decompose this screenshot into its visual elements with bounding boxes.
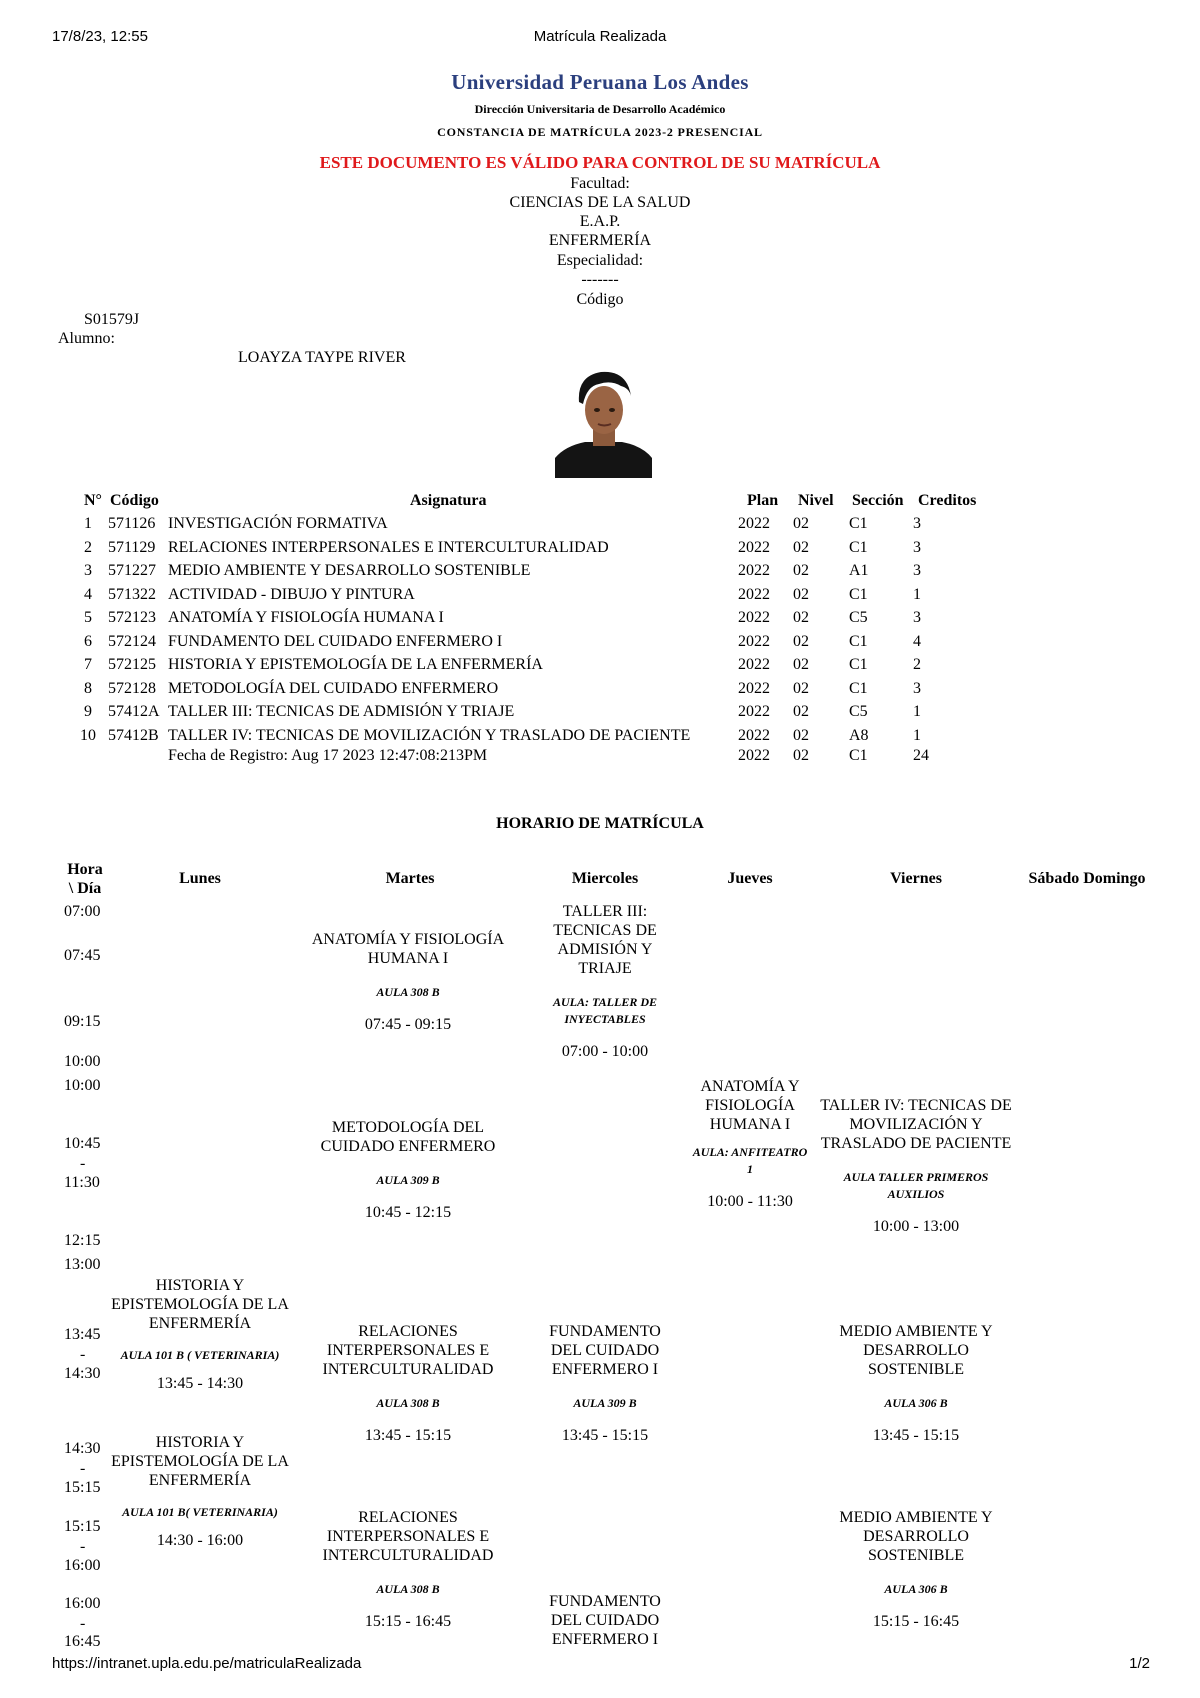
print-title: Matrícula Realizada bbox=[533, 28, 667, 45]
class-room: AULA 101 B ( VETERINARIA) bbox=[120, 1348, 280, 1362]
time-label: 11:30 bbox=[64, 1174, 100, 1191]
university-name: Universidad Peruana Los Andes bbox=[451, 70, 749, 94]
time-separator: - bbox=[80, 1538, 86, 1555]
class-time: 13:45 - 14:30 bbox=[156, 1375, 244, 1392]
class-time: 13:45 - 15:15 bbox=[872, 1427, 960, 1444]
class-name: ANATOMÍA Y FISIOLOGÍA HUMANA I bbox=[700, 1078, 800, 1133]
print-date: 17/8/23, 12:55 bbox=[52, 28, 148, 45]
day-friday: Viernes bbox=[890, 870, 942, 887]
class-name: TALLER III: TECNICAS DE ADMISIÓN Y TRIAJE bbox=[553, 903, 657, 977]
specialty-label: Especialidad: bbox=[556, 252, 644, 269]
schedule-title: HORARIO DE MATRÍCULA bbox=[496, 815, 704, 832]
hour-header-2: \ Día bbox=[68, 880, 102, 897]
course-n: 8 bbox=[84, 679, 92, 697]
class-block bbox=[535, 1592, 675, 1650]
class-name: TALLER IV: TECNICAS DE MOVILIZACIÓN Y TRASLADO DE PACIENTE bbox=[820, 1097, 1012, 1152]
course-section: C1 bbox=[849, 632, 868, 650]
time-label: 15:15 bbox=[64, 1479, 101, 1496]
course-subject: MEDIO AMBIENTE Y DESARROLLO SOSTENIBLE bbox=[168, 562, 531, 579]
course-plan: 2022 bbox=[738, 726, 770, 744]
course-code: 571322 bbox=[108, 585, 156, 603]
course-subject: TALLER III: TECNICAS DE ADMISIÓN Y TRIAJE bbox=[168, 703, 515, 720]
course-subject: RELACIONES INTERPERSONALES E INTERCULTURALIDAD bbox=[168, 538, 609, 556]
course-subject: HISTORIA Y EPISTEMOLOGÍA DE LA ENFERMERÍA bbox=[168, 656, 543, 673]
course-credits: 3 bbox=[913, 562, 921, 579]
course-n: 5 bbox=[84, 609, 92, 626]
course-section: C1 bbox=[849, 538, 868, 556]
class-block bbox=[298, 930, 518, 1034]
course-section: C1 bbox=[849, 515, 868, 532]
time-label: 12:15 bbox=[64, 1232, 101, 1249]
col-section: Sección bbox=[852, 492, 904, 509]
time-label: 14:30 bbox=[64, 1440, 101, 1457]
student-photo-image bbox=[555, 366, 652, 478]
student-name: LOAYZA TAYPE RIVER bbox=[238, 349, 406, 366]
class-room: AULA 309 B bbox=[376, 1173, 440, 1187]
course-subject: ANATOMÍA Y FISIOLOGÍA HUMANA I bbox=[168, 609, 444, 626]
course-level: 02 bbox=[793, 585, 809, 603]
class-block bbox=[540, 902, 670, 1061]
faculty-value: CIENCIAS DE LA SALUD bbox=[509, 194, 691, 211]
col-subject: Asignatura bbox=[410, 492, 487, 509]
class-room: AULA 308 B bbox=[376, 1396, 440, 1410]
print-header bbox=[0, 28, 1200, 48]
class-block bbox=[110, 1433, 290, 1550]
time-separator: - bbox=[80, 1615, 86, 1632]
col-code: Código bbox=[110, 492, 159, 509]
eap-value: ENFERMERÍA bbox=[548, 232, 652, 249]
class-time: 10:00 - 11:30 bbox=[707, 1193, 793, 1210]
student-label: Alumno: bbox=[58, 330, 115, 347]
class-time: 14:30 - 16:00 bbox=[156, 1532, 244, 1549]
class-block bbox=[298, 1508, 518, 1631]
time-label: 13:45 bbox=[64, 1326, 101, 1343]
schedule-hour-header bbox=[60, 860, 110, 898]
time-label: 10:45 bbox=[64, 1135, 101, 1152]
class-name: FUNDAMENTO DEL CUIDADO ENFERMERO I bbox=[549, 1593, 661, 1648]
course-plan: 2022 bbox=[738, 515, 770, 532]
time-label: 16:45 bbox=[64, 1633, 101, 1650]
course-credits: 1 bbox=[913, 726, 921, 744]
class-time: 10:45 - 12:15 bbox=[364, 1204, 452, 1221]
time-label: 15:15 bbox=[64, 1518, 101, 1535]
course-section: C1 bbox=[849, 679, 868, 697]
class-name: METODOLOGÍA DEL CUIDADO ENFERMERO bbox=[320, 1119, 496, 1155]
student-photo bbox=[555, 366, 652, 478]
class-name: RELACIONES INTERPERSONALES E INTERCULTURALIDAD bbox=[322, 1323, 494, 1378]
class-time: 10:00 - 13:00 bbox=[872, 1218, 960, 1235]
course-section: C5 bbox=[849, 703, 868, 720]
eap-label: E.A.P. bbox=[579, 213, 621, 230]
course-plan: 2022 bbox=[738, 703, 770, 720]
course-credits: 3 bbox=[913, 609, 921, 626]
course-level: 02 bbox=[793, 515, 809, 532]
course-code: 57412A bbox=[108, 703, 160, 720]
class-room: AULA 306 B bbox=[884, 1582, 948, 1596]
course-credits: 1 bbox=[913, 585, 921, 603]
col-level: Nivel bbox=[798, 492, 834, 509]
course-section: C1 bbox=[849, 656, 868, 673]
time-separator: - bbox=[80, 1460, 86, 1477]
course-n: 9 bbox=[84, 703, 92, 720]
class-time: 15:15 - 16:45 bbox=[872, 1613, 960, 1630]
page-url[interactable]: https://intranet.upla.edu.pe/matriculaRealizada bbox=[52, 1655, 362, 1672]
class-name: HISTORIA Y EPISTEMOLOGÍA DE LA ENFERMERÍA bbox=[111, 1277, 289, 1332]
course-section: C5 bbox=[849, 609, 868, 626]
class-room: AULA 306 B bbox=[884, 1396, 948, 1410]
course-credits: 3 bbox=[913, 679, 921, 697]
course-n: 3 bbox=[84, 562, 92, 579]
class-name: HISTORIA Y EPISTEMOLOGÍA DE LA ENFERMERÍA bbox=[111, 1434, 289, 1489]
hour-header-1: Hora bbox=[67, 861, 103, 878]
summary-level: 02 bbox=[793, 747, 809, 764]
course-code: 57412B bbox=[108, 726, 159, 744]
class-block bbox=[110, 1276, 290, 1393]
summary-section: C1 bbox=[849, 747, 868, 764]
time-label: 16:00 bbox=[64, 1557, 101, 1574]
course-code: 572123 bbox=[108, 609, 156, 626]
course-credits: 3 bbox=[913, 538, 921, 556]
course-level: 02 bbox=[793, 726, 809, 744]
class-block bbox=[816, 1508, 1016, 1631]
valid-notice: ESTE DOCUMENTO ES VÁLIDO PARA CONTROL DE SU MATRÍCULA bbox=[319, 153, 881, 172]
faculty-label: Facultad: bbox=[570, 175, 630, 192]
class-time: 07:45 - 09:15 bbox=[364, 1016, 452, 1033]
course-code: 571126 bbox=[108, 515, 156, 532]
course-code: 572124 bbox=[108, 632, 156, 650]
specialty-value: ------- bbox=[581, 271, 619, 288]
time-label: 14:30 bbox=[64, 1365, 101, 1382]
course-subject: FUNDAMENTO DEL CUIDADO ENFERMERO I bbox=[168, 632, 503, 650]
class-name: RELACIONES INTERPERSONALES E INTERCULTURALIDAD bbox=[322, 1509, 494, 1564]
class-block bbox=[816, 1322, 1016, 1445]
registration-date: Fecha de Registro: Aug 17 2023 12:47:08:213PM bbox=[168, 747, 488, 764]
course-credits: 4 bbox=[913, 632, 921, 650]
course-section: C1 bbox=[849, 585, 868, 603]
class-time: 07:00 - 10:00 bbox=[561, 1043, 649, 1060]
day-tuesday: Martes bbox=[385, 870, 435, 887]
class-name: FUNDAMENTO DEL CUIDADO ENFERMERO I bbox=[549, 1323, 661, 1378]
class-block bbox=[298, 1322, 518, 1445]
course-section: A1 bbox=[849, 562, 869, 579]
course-plan: 2022 bbox=[738, 538, 770, 556]
course-credits: 1 bbox=[913, 703, 921, 720]
time-separator: - bbox=[80, 1346, 86, 1363]
course-n: 7 bbox=[84, 656, 92, 673]
col-credits: Creditos bbox=[918, 492, 977, 509]
student-code: S01579J bbox=[84, 311, 140, 328]
col-n: N° bbox=[84, 492, 102, 509]
course-n: 6 bbox=[84, 632, 92, 650]
course-plan: 2022 bbox=[738, 656, 770, 673]
course-n: 1 bbox=[84, 515, 92, 532]
course-level: 02 bbox=[793, 656, 809, 673]
page-number: 1/2 bbox=[1129, 1655, 1150, 1672]
class-name: MEDIO AMBIENTE Y DESARROLLO SOSTENIBLE bbox=[839, 1323, 993, 1378]
class-time: 15:15 - 16:45 bbox=[364, 1613, 452, 1630]
course-plan: 2022 bbox=[738, 632, 770, 650]
class-room: AULA 308 B bbox=[376, 1582, 440, 1596]
course-credits: 2 bbox=[913, 656, 921, 673]
class-room: AULA 308 B bbox=[376, 985, 440, 999]
course-subject: METODOLOGÍA DEL CUIDADO ENFERMERO bbox=[168, 679, 499, 697]
time-label: 09:15 bbox=[64, 1013, 101, 1030]
direction-name: Dirección Universitaria de Desarrollo Académico bbox=[474, 102, 726, 116]
class-room: AULA TALLER PRIMEROS AUXILIOS bbox=[843, 1170, 989, 1201]
time-separator: - bbox=[80, 1155, 86, 1172]
print-footer bbox=[0, 1655, 1200, 1675]
time-label: 13:00 bbox=[64, 1256, 101, 1273]
course-code: 571129 bbox=[108, 538, 156, 556]
course-subject: TALLER IV: TECNICAS DE MOVILIZACIÓN Y TRASLADO DE PACIENTE bbox=[168, 726, 691, 744]
constancia-title: CONSTANCIA DE MATRÍCULA 2023-2 PRESENCIAL bbox=[437, 125, 763, 139]
course-n: 10 bbox=[80, 726, 96, 744]
day-thursday: Jueves bbox=[727, 870, 773, 887]
day-monday: Lunes bbox=[179, 870, 221, 887]
course-level: 02 bbox=[793, 609, 809, 626]
course-credits: 3 bbox=[913, 515, 921, 532]
course-n: 2 bbox=[84, 538, 92, 556]
class-block bbox=[816, 1096, 1016, 1236]
class-block bbox=[298, 1118, 518, 1222]
course-section: A8 bbox=[849, 726, 869, 744]
time-label: 07:45 bbox=[64, 947, 101, 964]
course-code: 571227 bbox=[108, 562, 156, 579]
class-time: 13:45 - 15:15 bbox=[364, 1427, 452, 1444]
time-label: 07:00 bbox=[64, 903, 101, 920]
course-level: 02 bbox=[793, 679, 809, 697]
summary-plan: 2022 bbox=[738, 747, 770, 764]
course-plan: 2022 bbox=[738, 562, 770, 579]
course-subject: INVESTIGACIÓN FORMATIVA bbox=[168, 515, 388, 532]
class-room: AULA 309 B bbox=[573, 1396, 637, 1410]
code-label: Código bbox=[576, 291, 624, 308]
col-plan: Plan bbox=[747, 492, 779, 509]
course-n: 4 bbox=[84, 585, 92, 603]
class-block bbox=[690, 1077, 810, 1211]
class-room: AULA: TALLER DE INYECTABLES bbox=[552, 995, 657, 1026]
course-level: 02 bbox=[793, 562, 809, 579]
course-plan: 2022 bbox=[738, 585, 770, 603]
course-subject: ACTIVIDAD - DIBUJO Y PINTURA bbox=[168, 585, 415, 603]
day-sat-sun: Sábado Domingo bbox=[1028, 870, 1146, 887]
course-code: 572125 bbox=[108, 656, 156, 673]
summary-credits: 24 bbox=[913, 747, 929, 764]
class-name: MEDIO AMBIENTE Y DESARROLLO SOSTENIBLE bbox=[839, 1509, 993, 1564]
time-label: 16:00 bbox=[64, 1595, 101, 1612]
course-level: 02 bbox=[793, 538, 809, 556]
class-block bbox=[535, 1322, 675, 1445]
class-room: AULA 101 B( VETERINARIA) bbox=[122, 1505, 278, 1519]
course-level: 02 bbox=[793, 703, 809, 720]
class-time: 13:45 - 15:15 bbox=[561, 1427, 649, 1444]
time-label: 10:00 bbox=[64, 1077, 101, 1094]
course-plan: 2022 bbox=[738, 679, 770, 697]
class-room: AULA: ANFITEATRO 1 bbox=[692, 1145, 808, 1176]
course-code: 572128 bbox=[108, 679, 156, 697]
course-plan: 2022 bbox=[738, 609, 770, 626]
day-wednesday: Miercoles bbox=[571, 870, 639, 887]
course-level: 02 bbox=[793, 632, 809, 650]
time-label: 10:00 bbox=[64, 1053, 101, 1070]
class-name: ANATOMÍA Y FISIOLOGÍA HUMANA I bbox=[311, 931, 505, 967]
